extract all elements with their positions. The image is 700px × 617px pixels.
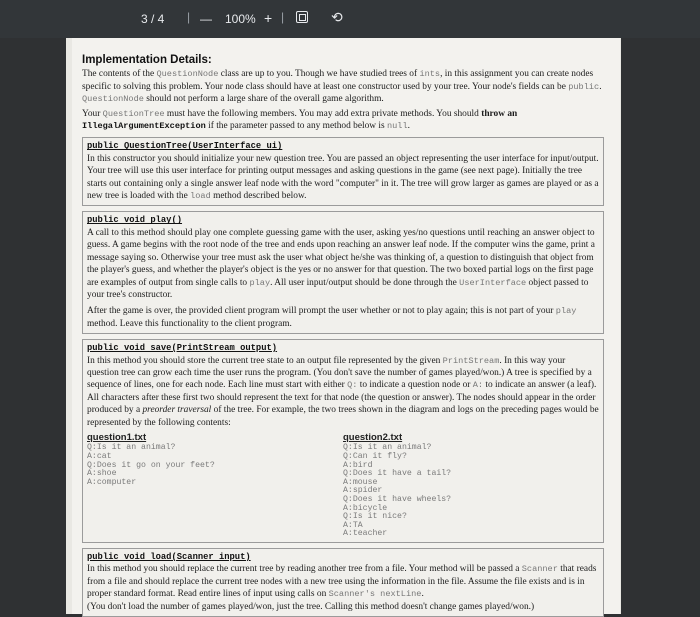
- file-line: A:spider: [343, 486, 383, 496]
- load-box: [82, 548, 604, 617]
- load-signature: public void load(Scanner input): [87, 551, 251, 562]
- file-line: A:bicycle: [343, 503, 388, 513]
- zoom-in-button[interactable]: +: [264, 10, 273, 26]
- file-line: A:computer: [87, 477, 137, 487]
- zoom-out-button[interactable]: —: [200, 12, 212, 26]
- file-line: A:teacher: [343, 529, 388, 539]
- document-content: [82, 54, 604, 617]
- constructor-description: In this constructor you should initialize your new question tree. You are passed an object representing the user interface for input/output. Your tree will use this user interface for printing output messages and asking questions in the game (see next page). Initially the tree starts out containing only a single answer leaf node with the word "computer" in it. The tree will grow larger as games are played or as a new tree is loaded with the load method described below.: [87, 153, 599, 202]
- toolbar-divider: |: [187, 10, 191, 24]
- rotate-icon[interactable]: ⟲: [331, 9, 343, 25]
- play-signature: public void play(): [87, 215, 183, 226]
- file-line: A:shoe: [87, 469, 117, 479]
- constructor-box: [82, 137, 604, 206]
- file-line: Q:Does it have a tail?: [343, 469, 452, 479]
- play-box: [82, 211, 604, 334]
- file1-title: question1.txt: [87, 431, 147, 443]
- save-signature: public void save(PrintStream output): [87, 343, 278, 354]
- load-description: In this method you should replace the current tree by reading another tree from a file. Your method will be passed a Scanner that reads from a file and should replace the current tree nodes with a new tree using the information in the file. Assume the file exists and is in proper standard format. Read entire lines of input using calls on Scanner's nextLine.: [87, 564, 597, 600]
- file-line: Q:Is it nice?: [343, 512, 407, 522]
- file-line: Q:Is it an animal?: [343, 443, 432, 453]
- file-line: A:bird: [343, 460, 373, 470]
- constructor-signature: public QuestionTree(UserInterface ui): [87, 141, 283, 152]
- file2-title: question2.txt: [343, 431, 403, 443]
- section-heading: Implementation Details:: [82, 54, 212, 66]
- play-note: After the game is over, the provided client program will prompt the user whether or not to play again; this is not part of your play method. Leave this functionality to the client program.: [87, 306, 577, 329]
- members-paragraph: Your QuestionTree must have the following members. You may add extra private methods. You should throw an IllegalArgumentException if the parameter passed to any method below is null.: [82, 108, 518, 132]
- file-line: Q:Does it have wheels?: [343, 494, 452, 504]
- page-indicator[interactable]: 3 / 4: [141, 12, 165, 26]
- zoom-level[interactable]: 100%: [225, 12, 256, 26]
- toolbar-divider: |: [281, 10, 285, 24]
- file-line: Q:Is it an animal?: [87, 443, 176, 453]
- file-line: Q:Can it fly?: [343, 451, 407, 461]
- intro-paragraph: The contents of the QuestionNode class are up to you. Though we have studied trees of ints, in this assignment you can create nodes specific to solving this problem. Your node class should have at least one constructor used by your tree. Your node's fields can be public. QuestionNode should not perform a large share of the overall game algorithm.: [82, 69, 602, 105]
- file1-column: [87, 432, 343, 539]
- fit-page-icon[interactable]: [296, 11, 308, 23]
- save-description: In this method you should store the current tree state to an output file represented by the given PrintStream. In this way your question tree can grow each time the user runs the program. (You don't save the number of games played/won.) A tree is specified by a sequence of lines, one for each node. Each line must start with either Q: to indicate a question node or A: to indicate an answer (a leaf). All characters after these first two should represent the text for that node (the question or answer). The nodes should appear in the order produced by a preorder traversal of the tree. For example, the two trees shown in the diagram and logs on the preceding pages would be represented by the following contents:: [87, 355, 599, 428]
- play-description: A call to this method should play one complete guessing game with the user, asking yes/no questions until reaching an answer object to guess. A game begins with the root node of the tree and ends upon reaching an answer leaf node. If the computer wins the game, print a message saying so. Otherwise your tree must ask the user what object he/she was thinking of, a question to distinguish that object from the player's guess, and whether the player's object is the yes or no answer for that question. The two boxed partial logs on the first page are examples of output from single calls to play. All user input/output should be done through the UserInterface object passed to your tree's constructor.: [87, 227, 595, 300]
- save-box: [82, 339, 604, 543]
- file2-contents: [343, 444, 599, 539]
- file-line: A:cat: [87, 451, 112, 461]
- file2-column: [343, 432, 599, 539]
- example-files: [87, 432, 599, 539]
- pdf-toolbar: [0, 0, 700, 38]
- file-line: A:TA: [343, 520, 363, 530]
- file-line: A:mouse: [343, 477, 378, 487]
- file1-contents: [87, 444, 343, 487]
- file-line: Q:Does it go on your feet?: [87, 460, 215, 470]
- load-note: (You don't load the number of games played/won, just the tree. Calling this method doesn't change games played/won.): [87, 601, 535, 612]
